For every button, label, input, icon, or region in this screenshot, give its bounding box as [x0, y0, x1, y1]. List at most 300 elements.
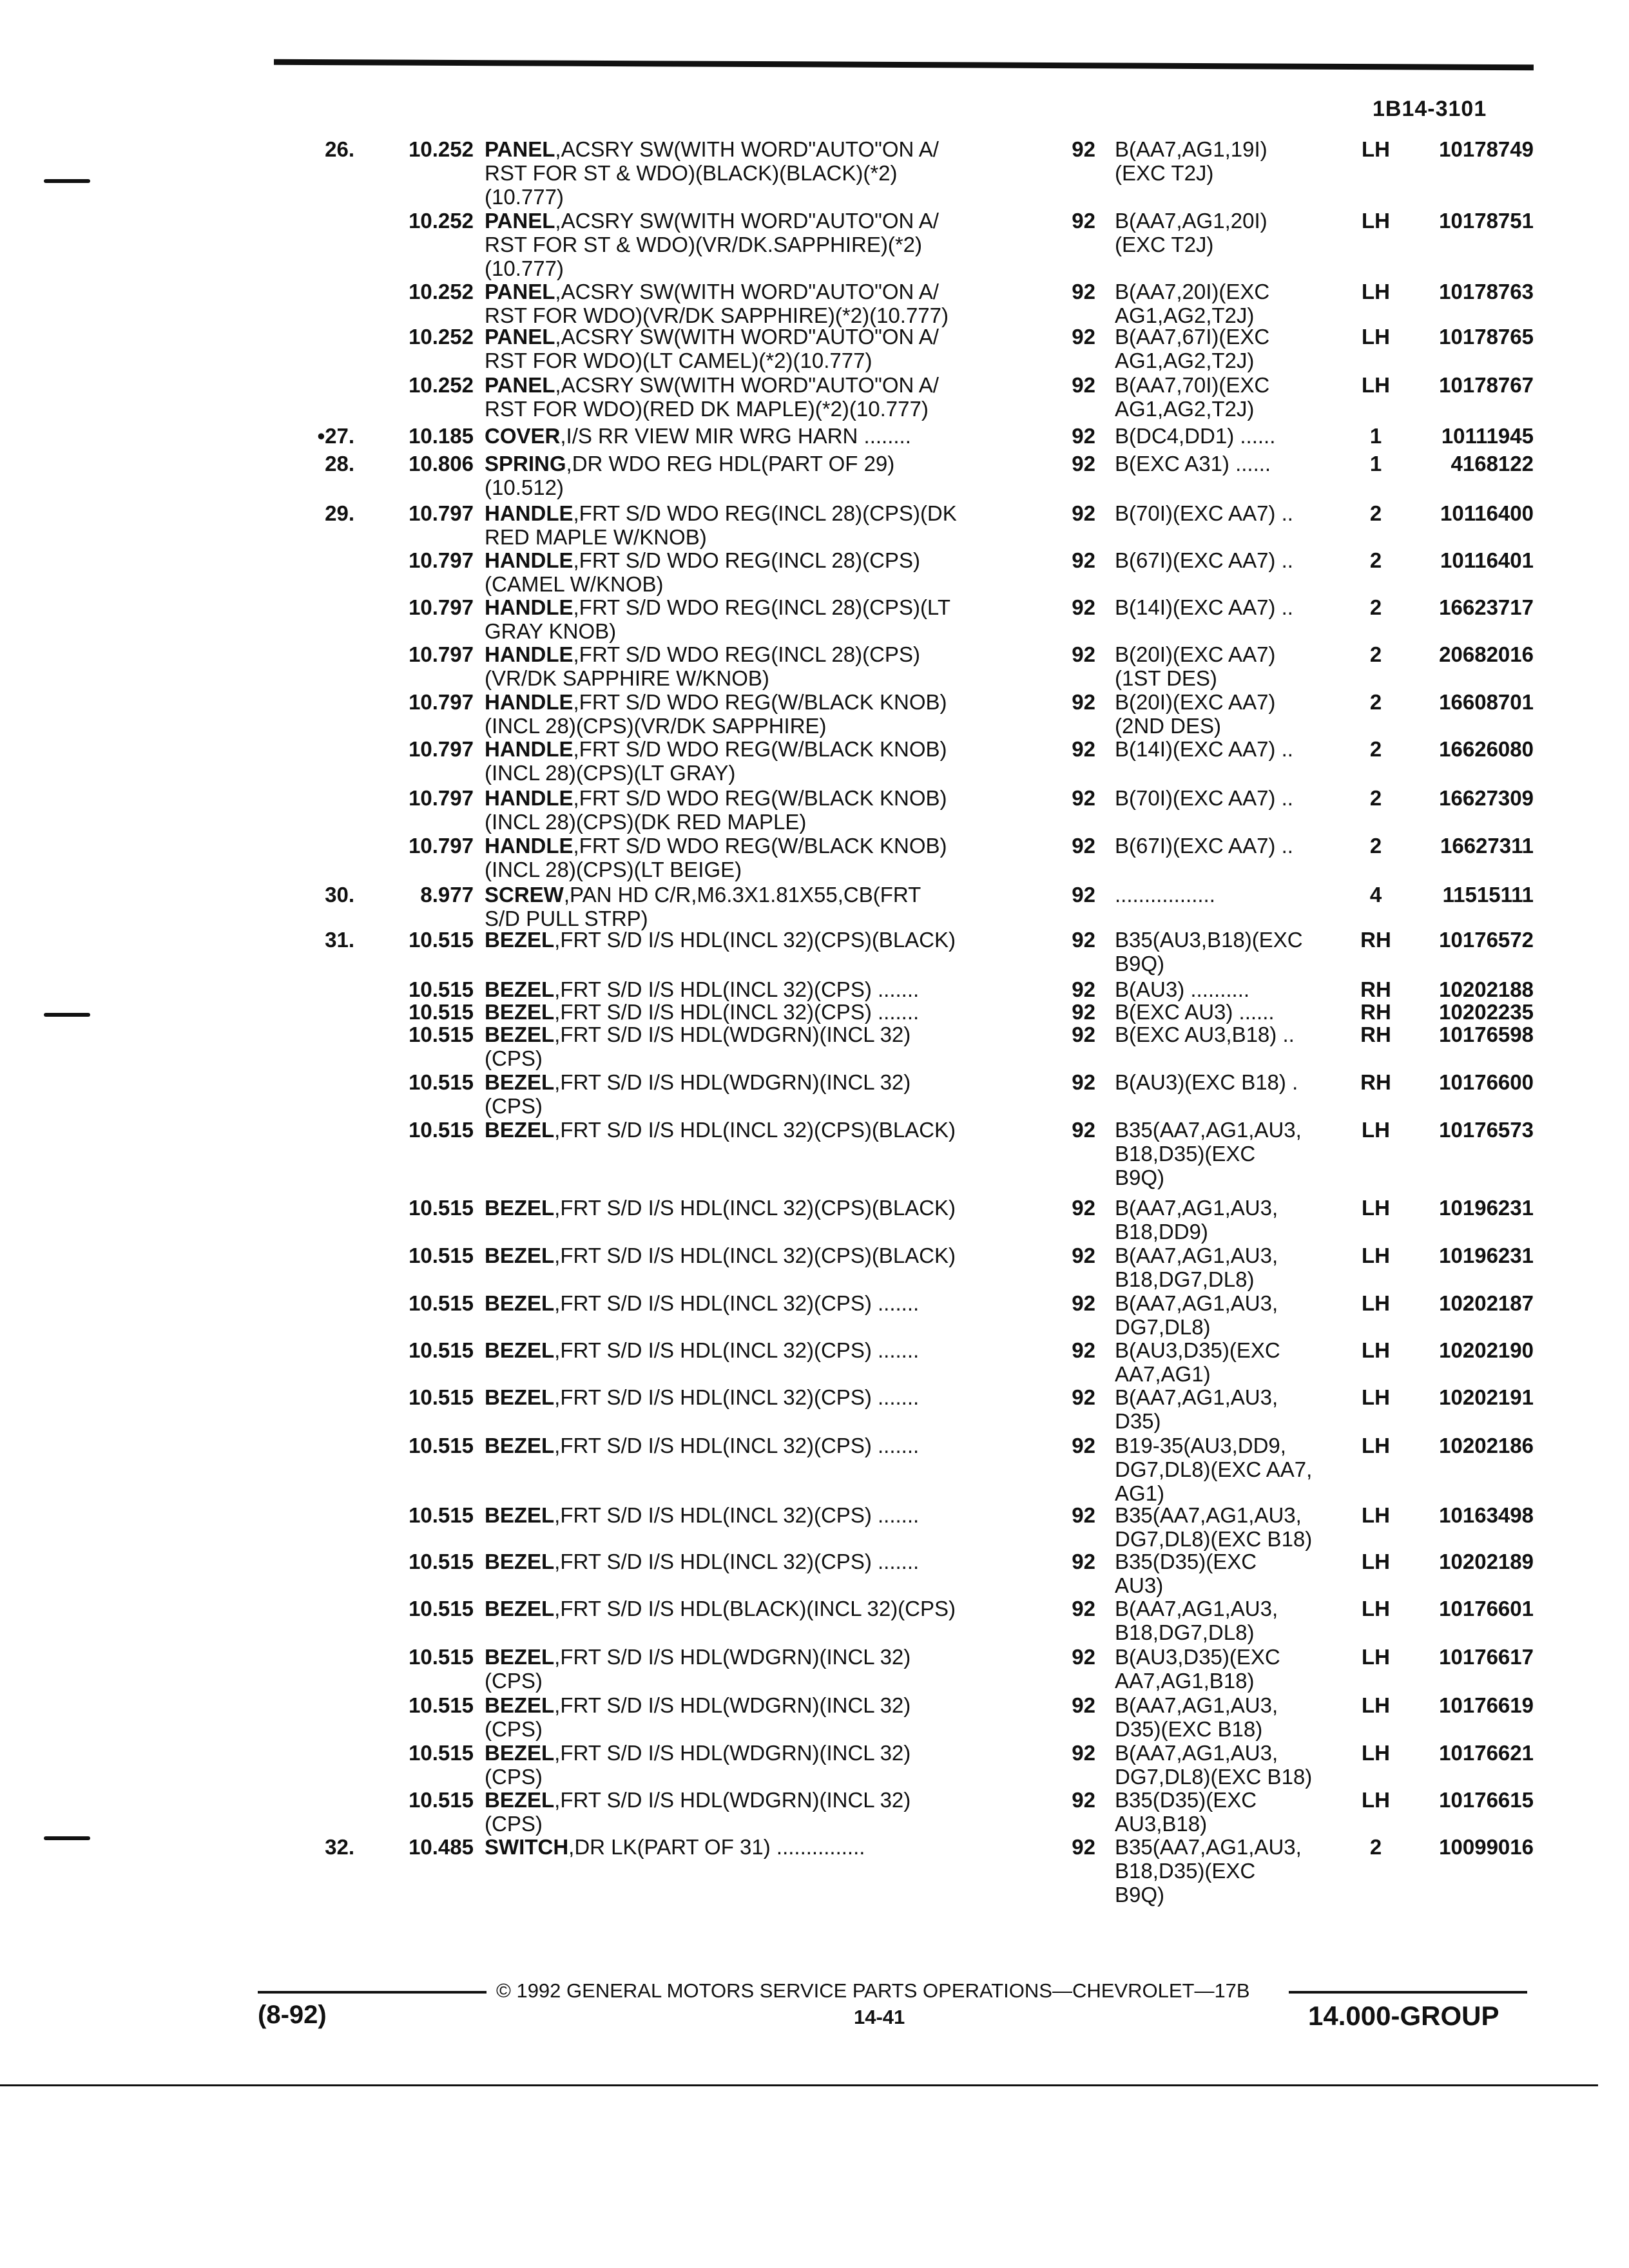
part-description: [485, 1196, 1019, 1220]
quantity: 1: [1369, 424, 1382, 448]
quantity: LH: [1362, 373, 1390, 397]
part-detail: ,FRT S/D I/S HDL(INCL 32)(CPS)(BLACK): [554, 1118, 956, 1142]
figure-number: 10.252: [409, 280, 474, 303]
figure-number: 10.252: [409, 325, 474, 349]
model-usage: B(70I)(EXC AA7) ..: [1115, 501, 1293, 525]
part-number: 10202191: [1439, 1385, 1534, 1409]
part-noun: BEZEL: [485, 1196, 555, 1220]
model-year: 92: [1072, 373, 1095, 397]
model-usage: B(14I)(EXC AA7) ..: [1115, 737, 1293, 761]
part-noun: HANDLE: [485, 501, 574, 525]
part-noun: HANDLE: [485, 834, 574, 858]
quantity: LH: [1362, 1385, 1390, 1409]
part-noun: BEZEL: [485, 1385, 555, 1409]
quantity: 2: [1369, 548, 1382, 572]
figure-number: 10.515: [409, 1338, 474, 1362]
part-detail: ,FRT S/D I/S HDL(INCL 32)(CPS) .......: [554, 1385, 920, 1409]
part-number: 10202190: [1439, 1338, 1534, 1362]
part-number: 11515111: [1442, 883, 1534, 907]
quantity: 2: [1369, 786, 1382, 810]
figure-number: 10.797: [409, 548, 474, 572]
part-detail: ,FRT S/D WDO REG(INCL 28)(CPS) (VR/DK SAPPHIRE W/KNOB): [485, 642, 920, 690]
quantity: LH: [1362, 1550, 1390, 1573]
part-detail: ,FRT S/D I/S HDL(INCL 32)(CPS) .......: [554, 1434, 920, 1457]
part-noun: BEZEL: [485, 977, 555, 1001]
part-number: 10163498: [1439, 1503, 1534, 1527]
part-noun: PANEL: [485, 325, 555, 349]
model-usage: B(20I)(EXC AA7) (2ND DES): [1115, 690, 1276, 738]
part-detail: ,DR LK(PART OF 31) ...............: [568, 1835, 865, 1859]
part-noun: BEZEL: [485, 1291, 555, 1315]
model-year: 92: [1072, 1835, 1095, 1859]
part-number: 10176573: [1439, 1118, 1534, 1142]
model-year: 92: [1072, 977, 1095, 1001]
part-detail: ,FRT S/D WDO REG(INCL 28)(CPS)(LT GRAY KNOB): [485, 595, 950, 643]
model-usage: .................: [1115, 883, 1215, 907]
footer-rule-left: [258, 1991, 487, 1994]
model-year: 92: [1072, 1788, 1095, 1812]
model-usage: B(AA7,AG1,AU3, DG7,DL8): [1115, 1291, 1278, 1339]
model-usage: B(EXC AU3) ......: [1115, 1000, 1275, 1024]
model-year: 92: [1072, 1385, 1095, 1409]
quantity: LH: [1362, 1291, 1390, 1315]
part-description: [485, 452, 1019, 499]
part-description: [485, 642, 1019, 690]
part-detail: ,FRT S/D WDO REG(W/BLACK KNOB) (INCL 28)(CPS)(VR/DK SAPPHIRE): [485, 690, 947, 738]
part-noun: BEZEL: [485, 1741, 555, 1765]
model-year: 92: [1072, 424, 1095, 448]
quantity: 1: [1369, 452, 1382, 476]
model-year: 92: [1072, 1023, 1095, 1046]
model-year: 92: [1072, 1291, 1095, 1315]
part-noun: BEZEL: [485, 1503, 555, 1527]
part-description: [485, 1244, 1019, 1267]
part-detail: ,ACSRY SW(WITH WORD"AUTO"ON A/ RST FOR ST & WDO)(BLACK)(BLACK)(*2) (10.777): [485, 137, 939, 209]
part-noun: PANEL: [485, 137, 555, 161]
part-description: [485, 373, 1019, 421]
model-year: 92: [1072, 548, 1095, 572]
quantity: LH: [1362, 1645, 1390, 1669]
item-number: 31.: [325, 928, 354, 952]
part-description: [485, 1000, 1019, 1024]
part-number: 10176621: [1439, 1741, 1534, 1765]
part-description: [485, 1550, 1019, 1573]
part-noun: BEZEL: [485, 1070, 555, 1094]
part-number: 10111945: [1441, 424, 1534, 448]
part-number: 10202186: [1439, 1434, 1534, 1457]
part-detail: ,FRT S/D WDO REG(INCL 28)(CPS)(DK RED MAPLE W/KNOB): [485, 501, 957, 549]
model-year: 92: [1072, 452, 1095, 476]
figure-number: 10.515: [409, 1503, 474, 1527]
model-year: 92: [1072, 1550, 1095, 1573]
part-number: 10178765: [1439, 325, 1534, 349]
model-usage: B(AU3,D35)(EXC AA7,AG1,B18): [1115, 1645, 1280, 1693]
part-noun: HANDLE: [485, 642, 574, 666]
part-description: [485, 1597, 1019, 1620]
model-usage: B(AU3) ..........: [1115, 977, 1250, 1001]
model-year: 92: [1072, 137, 1095, 161]
quantity: LH: [1362, 1196, 1390, 1220]
figure-number: 10.515: [409, 1118, 474, 1142]
item-number: 29.: [325, 501, 354, 525]
quantity: RH: [1360, 977, 1391, 1001]
part-detail: ,FRT S/D I/S HDL(INCL 32)(CPS) .......: [554, 1338, 920, 1362]
figure-number: 10.515: [409, 1597, 474, 1620]
model-usage: B35(AA7,AG1,AU3, B18,D35)(EXC B9Q): [1115, 1835, 1302, 1907]
model-usage: B(AA7,AG1,AU3, B18,DG7,DL8): [1115, 1244, 1278, 1291]
part-description: [485, 977, 1019, 1001]
model-year: 92: [1072, 501, 1095, 525]
model-usage: B(20I)(EXC AA7) (1ST DES): [1115, 642, 1276, 690]
part-detail: ,FRT S/D I/S HDL(WDGRN)(INCL 32) (CPS): [485, 1645, 911, 1693]
model-usage: B(AA7,20I)(EXC AG1,AG2,T2J): [1115, 280, 1270, 327]
model-usage: B35(D35)(EXC AU3,B18): [1115, 1788, 1257, 1836]
part-number: 10176572: [1439, 928, 1534, 952]
part-description: [485, 325, 1019, 372]
figure-number: 10.797: [409, 642, 474, 666]
model-usage: B(AA7,AG1,AU3, B18,DD9): [1115, 1196, 1278, 1244]
part-description: [485, 690, 1019, 738]
margin-tick: [44, 179, 90, 183]
figure-number: 10.515: [409, 1434, 474, 1457]
figure-number: 10.515: [409, 1291, 474, 1315]
model-year: 92: [1072, 1741, 1095, 1765]
model-usage: B(AU3,D35)(EXC AA7,AG1): [1115, 1338, 1280, 1386]
part-number: 16608701: [1439, 690, 1534, 714]
figure-number: 10.515: [409, 928, 474, 952]
figure-number: 10.515: [409, 977, 474, 1001]
part-description: [485, 209, 1019, 280]
part-detail: ,PAN HD C/R,M6.3X1.81X55,CB(FRT S/D PULL STRP): [485, 883, 921, 930]
item-number: 26.: [325, 137, 354, 161]
part-noun: HANDLE: [485, 690, 574, 714]
model-usage: B35(AA7,AG1,AU3, DG7,DL8)(EXC B18): [1115, 1503, 1313, 1551]
part-number: 10178767: [1439, 373, 1534, 397]
quantity: LH: [1362, 1434, 1390, 1457]
part-detail: ,FRT S/D I/S HDL(WDGRN)(INCL 32) (CPS): [485, 1693, 911, 1741]
part-noun: BEZEL: [485, 928, 555, 952]
part-description: [485, 737, 1019, 785]
model-usage: B(70I)(EXC AA7) ..: [1115, 786, 1293, 810]
part-detail: ,ACSRY SW(WITH WORD"AUTO"ON A/ RST FOR WDO)(RED DK MAPLE)(*2)(10.777): [485, 373, 939, 421]
quantity: LH: [1362, 137, 1390, 161]
part-detail: ,FRT S/D I/S HDL(WDGRN)(INCL 32) (CPS): [485, 1023, 911, 1070]
quantity: LH: [1362, 1741, 1390, 1765]
part-description: [485, 1023, 1019, 1070]
figure-number: 10.185: [409, 424, 474, 448]
part-noun: BEZEL: [485, 1244, 555, 1267]
figure-number: 10.515: [409, 1023, 474, 1046]
item-number: 30.: [325, 883, 354, 907]
quantity: LH: [1362, 1693, 1390, 1717]
model-usage: B(AA7,AG1,AU3, DG7,DL8)(EXC B18): [1115, 1741, 1313, 1789]
figure-number: 10.797: [409, 501, 474, 525]
figure-number: 10.485: [409, 1835, 474, 1859]
part-number: 10176600: [1439, 1070, 1534, 1094]
quantity: LH: [1362, 209, 1390, 233]
part-noun: BEZEL: [485, 1597, 555, 1620]
part-description: [485, 424, 1019, 448]
part-number: 10202187: [1439, 1291, 1534, 1315]
part-description: [485, 1693, 1019, 1741]
model-year: 92: [1072, 1338, 1095, 1362]
figure-number: 10.797: [409, 595, 474, 619]
model-usage: B(AA7,AG1,AU3, D35): [1115, 1385, 1278, 1433]
part-number: 10116401: [1440, 548, 1534, 572]
part-number: 10178763: [1439, 280, 1534, 303]
item-number: 28.: [325, 452, 354, 476]
model-usage: B35(AU3,B18)(EXC B9Q): [1115, 928, 1303, 975]
part-number: 10176598: [1439, 1023, 1534, 1046]
part-detail: ,FRT S/D I/S HDL(WDGRN)(INCL 32) (CPS): [485, 1788, 911, 1836]
part-detail: ,FRT S/D I/S HDL(INCL 32)(CPS) .......: [554, 1291, 920, 1315]
part-noun: HANDLE: [485, 786, 574, 810]
model-usage: B(67I)(EXC AA7) ..: [1115, 548, 1293, 572]
part-noun: HANDLE: [485, 737, 574, 761]
model-year: 92: [1072, 834, 1095, 858]
part-description: [485, 1385, 1019, 1409]
quantity: LH: [1362, 1338, 1390, 1362]
model-year: 92: [1072, 883, 1095, 907]
quantity: RH: [1360, 1070, 1391, 1094]
model-year: 92: [1072, 642, 1095, 666]
quantity: 2: [1369, 690, 1382, 714]
part-noun: COVER: [485, 424, 561, 448]
part-number: 10178749: [1439, 137, 1534, 161]
part-description: [485, 1741, 1019, 1789]
figure-number: 10.515: [409, 1000, 474, 1024]
part-detail: ,DR WDO REG HDL(PART OF 29) (10.512): [485, 452, 895, 499]
quantity: 2: [1369, 501, 1382, 525]
part-noun: BEZEL: [485, 1000, 555, 1024]
quantity: 2: [1369, 737, 1382, 761]
part-noun: BEZEL: [485, 1118, 555, 1142]
quantity: RH: [1360, 928, 1391, 952]
margin-tick: [44, 1836, 90, 1840]
quantity: LH: [1362, 1503, 1390, 1527]
model-usage: B(AA7,67I)(EXC AG1,AG2,T2J): [1115, 325, 1270, 372]
quantity: RH: [1360, 1023, 1391, 1046]
item-number: 32.: [325, 1835, 354, 1859]
figure-number: 10.515: [409, 1550, 474, 1573]
footer-rule-right: [1289, 1991, 1527, 1994]
part-detail: ,ACSRY SW(WITH WORD"AUTO"ON A/ RST FOR WDO)(LT CAMEL)(*2)(10.777): [485, 325, 939, 372]
part-detail: ,FRT S/D I/S HDL(WDGRN)(INCL 32) (CPS): [485, 1741, 911, 1789]
part-description: [485, 280, 1019, 327]
part-noun: HANDLE: [485, 595, 574, 619]
page-code: 1B14-3101: [1373, 97, 1487, 121]
part-noun: PANEL: [485, 209, 555, 233]
model-year: 92: [1072, 325, 1095, 349]
part-description: [485, 786, 1019, 834]
part-noun: HANDLE: [485, 548, 574, 572]
figure-number: 10.515: [409, 1070, 474, 1094]
part-noun: SCREW: [485, 883, 564, 907]
part-description: [485, 1503, 1019, 1527]
part-number: 10196231: [1439, 1244, 1534, 1267]
part-number: 16627309: [1439, 786, 1534, 810]
part-description: [485, 548, 1019, 596]
quantity: 2: [1369, 642, 1382, 666]
part-number: 10178751: [1439, 209, 1534, 233]
part-detail: ,FRT S/D I/S HDL(WDGRN)(INCL 32) (CPS): [485, 1070, 911, 1118]
part-detail: ,ACSRY SW(WITH WORD"AUTO"ON A/ RST FOR ST & WDO)(VR/DK.SAPPHIRE)(*2) (10.777): [485, 209, 939, 280]
figure-number: 10.515: [409, 1645, 474, 1669]
figure-number: 10.515: [409, 1196, 474, 1220]
model-year: 92: [1072, 1244, 1095, 1267]
model-year: 92: [1072, 1070, 1095, 1094]
part-number: 4168122: [1451, 452, 1534, 476]
model-year: 92: [1072, 595, 1095, 619]
part-detail: ,FRT S/D I/S HDL(INCL 32)(CPS)(BLACK): [554, 1196, 956, 1220]
figure-number: 10.797: [409, 690, 474, 714]
bottom-scan-line: [0, 2084, 1598, 2086]
part-number: 16627311: [1440, 834, 1534, 858]
part-detail: ,FRT S/D I/S HDL(INCL 32)(CPS) .......: [554, 1550, 920, 1573]
model-usage: B(AA7,AG1,AU3, B18,DG7,DL8): [1115, 1597, 1278, 1644]
quantity: LH: [1362, 1244, 1390, 1267]
part-number: 10116400: [1440, 501, 1534, 525]
part-detail: ,FRT S/D I/S HDL(INCL 32)(CPS) .......: [554, 1503, 920, 1527]
model-usage: B(67I)(EXC AA7) ..: [1115, 834, 1293, 858]
model-year: 92: [1072, 1645, 1095, 1669]
model-year: 92: [1072, 209, 1095, 233]
model-usage: B35(AA7,AG1,AU3, B18,D35)(EXC B9Q): [1115, 1118, 1302, 1189]
part-number: 10202235: [1439, 1000, 1534, 1024]
model-usage: B(AA7,70I)(EXC AG1,AG2,T2J): [1115, 373, 1270, 421]
figure-number: 10.806: [409, 452, 474, 476]
model-year: 92: [1072, 690, 1095, 714]
part-detail: ,FRT S/D I/S HDL(INCL 32)(CPS)(BLACK): [554, 1244, 956, 1267]
model-year: 92: [1072, 1597, 1095, 1620]
part-description: [485, 834, 1019, 881]
figure-number: 10.515: [409, 1741, 474, 1765]
quantity: LH: [1362, 1597, 1390, 1620]
figure-number: 10.515: [409, 1385, 474, 1409]
part-description: [485, 1070, 1019, 1118]
part-noun: BEZEL: [485, 1550, 555, 1573]
revision-date: (8-92): [258, 2001, 327, 2029]
part-noun: BEZEL: [485, 1693, 555, 1717]
model-year: 92: [1072, 737, 1095, 761]
part-detail: ,FRT S/D I/S HDL(INCL 32)(CPS) .......: [554, 977, 920, 1001]
part-noun: PANEL: [485, 373, 555, 397]
part-number: 16623717: [1439, 595, 1534, 619]
part-number: 10099016: [1439, 1835, 1534, 1859]
part-noun: BEZEL: [485, 1788, 555, 1812]
quantity: LH: [1362, 1118, 1390, 1142]
part-description: [485, 501, 1019, 549]
model-usage: B35(D35)(EXC AU3): [1115, 1550, 1257, 1597]
part-description: [485, 1645, 1019, 1693]
part-number: 10196231: [1439, 1196, 1534, 1220]
part-description: [485, 595, 1019, 643]
model-usage: B(AA7,AG1,AU3, D35)(EXC B18): [1115, 1693, 1278, 1741]
part-detail: ,ACSRY SW(WITH WORD"AUTO"ON A/ RST FOR WDO)(VR/DK SAPPHIRE)(*2)(10.777): [485, 280, 949, 327]
part-number: 10176619: [1439, 1693, 1534, 1717]
part-noun: BEZEL: [485, 1434, 555, 1457]
model-usage: B(AU3)(EXC B18) .: [1115, 1070, 1298, 1094]
part-noun: BEZEL: [485, 1645, 555, 1669]
part-number: 10202188: [1439, 977, 1534, 1001]
part-detail: ,FRT S/D WDO REG(INCL 28)(CPS) (CAMEL W/KNOB): [485, 548, 920, 596]
quantity: 4: [1369, 883, 1382, 907]
model-year: 92: [1072, 1000, 1095, 1024]
model-usage: B19-35(AU3,DD9, DG7,DL8)(EXC AA7, AG1): [1115, 1434, 1313, 1505]
model-year: 92: [1072, 1693, 1095, 1717]
part-description: [485, 1291, 1019, 1315]
part-description: [485, 1118, 1019, 1142]
part-description: [485, 137, 1019, 209]
item-number: •27.: [317, 424, 354, 448]
part-noun: BEZEL: [485, 1023, 555, 1046]
part-detail: ,FRT S/D I/S HDL(BLACK)(INCL 32)(CPS): [554, 1597, 956, 1620]
model-usage: B(14I)(EXC AA7) ..: [1115, 595, 1293, 619]
part-description: [485, 928, 1019, 952]
model-usage: B(AA7,AG1,19I) (EXC T2J): [1115, 137, 1268, 185]
copyright-line: © 1992 GENERAL MOTORS SERVICE PARTS OPERATIONS—CHEVROLET—17B: [496, 1979, 1250, 2002]
model-usage: B(AA7,AG1,20I) (EXC T2J): [1115, 209, 1268, 256]
model-usage: B(EXC AU3,B18) ..: [1115, 1023, 1295, 1046]
model-year: 92: [1072, 280, 1095, 303]
figure-number: 10.515: [409, 1244, 474, 1267]
quantity: LH: [1362, 1788, 1390, 1812]
model-year: 92: [1072, 1434, 1095, 1457]
margin-tick: [44, 1013, 90, 1017]
quantity: 2: [1369, 1835, 1382, 1859]
model-year: 92: [1072, 1118, 1095, 1142]
part-description: [485, 1434, 1019, 1457]
figure-number: 8.977: [420, 883, 474, 907]
part-detail: ,FRT S/D I/S HDL(INCL 32)(CPS) .......: [554, 1000, 920, 1024]
model-usage: B(DC4,DD1) ......: [1115, 424, 1276, 448]
page-number: 14-41: [854, 2006, 905, 2028]
part-detail: ,I/S RR VIEW MIR WRG HARN ........: [560, 424, 911, 448]
part-description: [485, 1338, 1019, 1362]
part-number: 10202189: [1439, 1550, 1534, 1573]
quantity: 2: [1369, 834, 1382, 858]
figure-number: 10.515: [409, 1788, 474, 1812]
part-detail: ,FRT S/D I/S HDL(INCL 32)(CPS)(BLACK): [554, 928, 956, 952]
part-number: 16626080: [1439, 737, 1534, 761]
part-number: 20682016: [1439, 642, 1534, 666]
part-description: [485, 1835, 1019, 1859]
part-detail: ,FRT S/D WDO REG(W/BLACK KNOB) (INCL 28)(CPS)(DK RED MAPLE): [485, 786, 947, 834]
part-number: 10176617: [1439, 1645, 1534, 1669]
part-number: 10176615: [1439, 1788, 1534, 1812]
part-noun: PANEL: [485, 280, 555, 303]
figure-number: 10.515: [409, 1693, 474, 1717]
figure-number: 10.797: [409, 786, 474, 810]
part-description: [485, 1788, 1019, 1836]
part-noun: BEZEL: [485, 1338, 555, 1362]
model-usage: B(EXC A31) ......: [1115, 452, 1271, 476]
model-year: 92: [1072, 786, 1095, 810]
quantity: RH: [1360, 1000, 1391, 1024]
part-number: 10176601: [1439, 1597, 1534, 1620]
model-year: 92: [1072, 928, 1095, 952]
group-label: 14.000-GROUP: [1308, 2001, 1499, 2031]
part-detail: ,FRT S/D WDO REG(W/BLACK KNOB) (INCL 28)(CPS)(LT BEIGE): [485, 834, 947, 881]
quantity: LH: [1362, 280, 1390, 303]
quantity: 2: [1369, 595, 1382, 619]
figure-number: 10.252: [409, 137, 474, 161]
part-description: [485, 883, 1019, 930]
part-detail: ,FRT S/D WDO REG(W/BLACK KNOB) (INCL 28)(CPS)(LT GRAY): [485, 737, 947, 785]
figure-number: 10.252: [409, 209, 474, 233]
quantity: LH: [1362, 325, 1390, 349]
part-noun: SPRING: [485, 452, 566, 476]
